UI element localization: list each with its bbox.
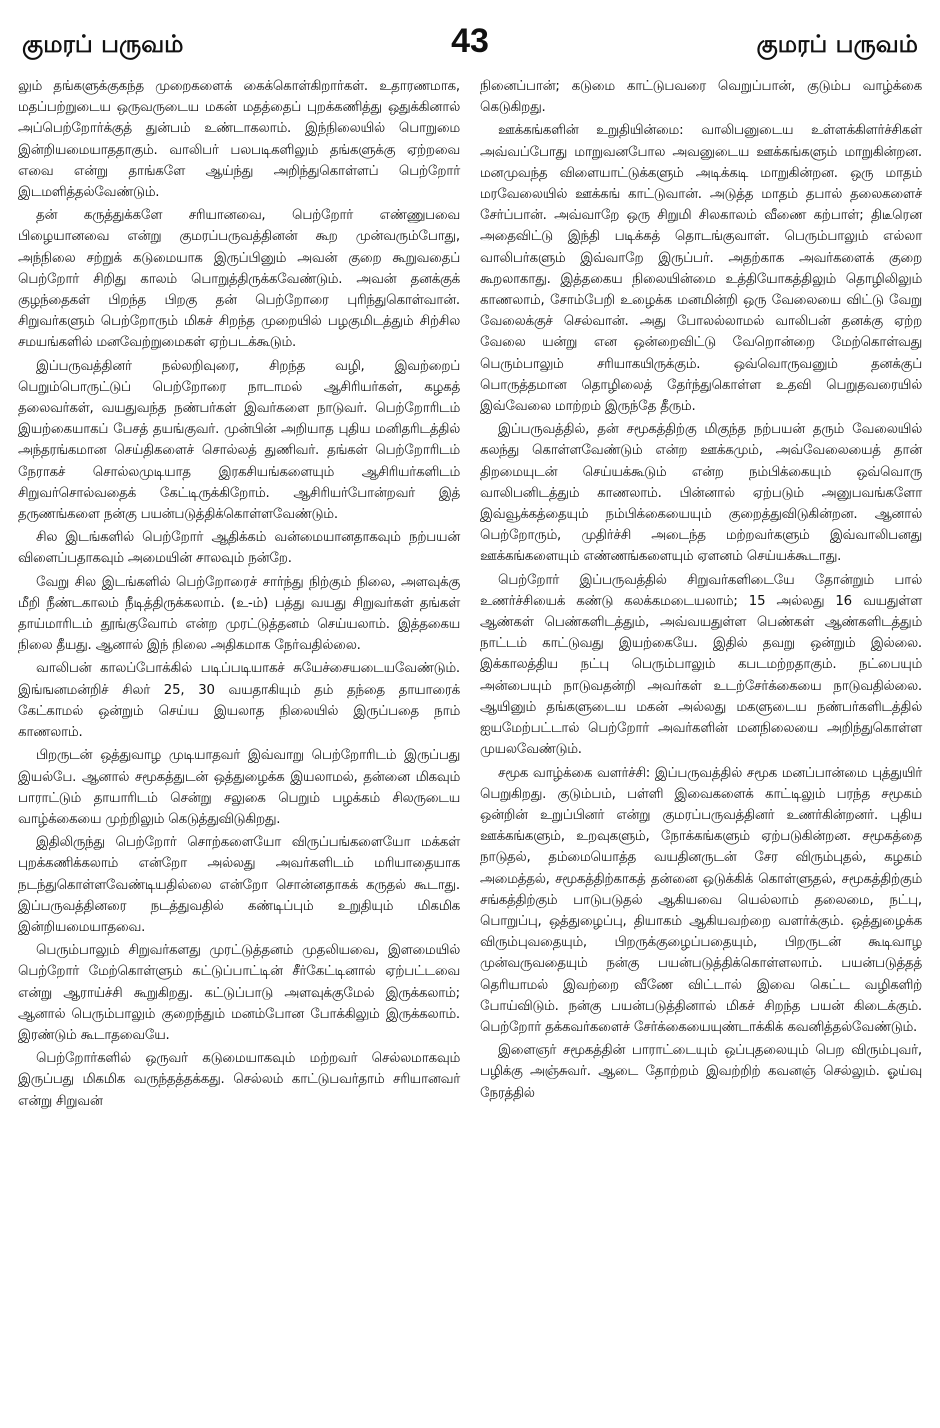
paragraph: பெற்றோர்களில் ஒருவர் கடுமையாகவும் மற்றவர் செல்லமாகவும் இருப்பது மிகமிக வருந்தத்தக்கது. செல்லம் காட்டுபவர்தாம் சரியானவர் என்று சிறுவன் (18, 1051, 460, 1109)
paragraph: பெரும்பாலும் சிறுவர்களது முரட்டுத்தனம் முதலியவை, இளமையில் பெற்றோர் மேற்கொள்ளும் கட்டுப்பாட்டின் சீர்கேட்டினால் ஏற்பட்டவை என்று ஆராய்ச்சி கூறுகிறது. கட்டுப்பாடு அளவுக்குமேல் இருக்கலாம்; ஆனால் பெரும்பாலும் குறைந்தும் மனம்போன போக்கிலும் இருக்கலாம். இரண்டும் கூடாதவையே. (18, 943, 460, 1043)
paragraph: சமூக வாழ்க்கை வளர்ச்சி: இப்பருவத்தில் சமூக மனப்பான்மை புத்துயிர் பெறுகிறது. குடும்பம், பள்ளி இவைகளைக் காட்டிலும் பரந்த சமூகம் ஒன்றின் உறுப்பினர் என்று குமரப்பருவத்தினர் உணர்கின்றனர். புதிய ஊக்கங்களும், உறவுகளும், நோக்கங்களும் ஏற்படுகின்றன. சமூகத்தை நாடுதல், தம்மையொத்த வயதினருடன் சேர விரும்புதல், கழகம் அமைத்தல், சமூகத்திற்காகத் தன்னை ஒடுக்கிக் கொள்ளுதல், சமூகத்திற்கும் சங்கத்திற்கும் பாடுபடுதல் ஆகியவை யெல்லாம் தலைமை, நட்பு, பொறுப்பு, ஒத்துழைப்பு, தியாகம் ஆகியவற்றை வளர்க்கும். ஒத்துழைக்க விரும்புவதையும், பிறருக்குழைப்பதையும், பிறருடன் கூடிவாழ முன்வருவதையும் நன்கு பயன்படுத்திக்கொள்ளலாம். பயன்படுத்தத் தெரியாமல் இவற்றை வீணே விட்டால் இவை கெட்ட வழிகளிற் போய்விடும். நன்கு பயன்படுத்தினால் மிகச் சிறந்த பயன் கிடைக்கும். பெற்றோர் தக்கவர்களைச் சேர்க்கையையுண்டாக்கிக் கவனித்தல்வேண்டும். (480, 765, 922, 1035)
paragraph: வேறு சில இடங்களில் பெற்றோரைச் சார்ந்து நிற்கும் நிலை, அளவுக்கு மீறி நீண்டகாலம் நீடித்திருக்கலாம். (உ-ம்) பத்து வயது சிறுவர்கள் தங்கள் தாய்மாரிடம் தூங்குவோம் என்ற முரட்டுத்தனம் செய்யலாம். இத்தகைய நிலை தீயது. ஆனால் இந் நிலை அதிகமாக நேர்வதில்லை. (18, 574, 460, 654)
paragraph: சில இடங்களில் பெற்றோர் ஆதிக்கம் வன்மையானதாகவும் நற்பயன் விளைப்பதாகவும் அமையின் சாலவும் நன்றே. (18, 530, 460, 567)
paragraph: இப்பருவத்தில், தன் சமூகத்திற்கு மிகுந்த நற்பயன் தரும் வேலையில் கலந்து கொள்ளவேண்டும் என்ற ஊக்கமும், அவ்வேலையைத் தான் திறமையுடன் செய்யக்கூடும் என்ற நம்பிக்கையும் ஒவ்வொரு வாலிபனிடத்தும் காணலாம். பின்னால் ஏற்படும் அனுபவங்களோ இவ்வூக்கத்தையும் நம்பிக்கையையும் குறைத்துவிடுகின்றன. ஆனால் பெற்றோரும், முதிர்ச்சி அடைந்த மற்றவர்களும் இவ்வாலிபனது ஊக்கங்களையும் எண்ணங்களையும் ஏளனம் செய்யக்கூடாது. (480, 422, 922, 565)
text-columns (18, 76, 922, 1114)
paragraph: இப்பருவத்தினர் நல்லறிவுரை, சிறந்த வழி, இவற்றைப் பெறும்பொருட்டுப் பெற்றோரை நாடாமல் ஆசிரியர்கள், கழகத் தலைவர்கள், வயதுவந்த நண்பர்கள் இவர்களை நாடுவர். பெற்றோரிடம் இயற்கையாகப் பேசத் தயங்குவர். முன்பின் அறியாத புதிய மனிதரிடத்தில் அந்தரங்கமான செய்திகளைச் சொல்லத் துணிவர். தங்கள் பெற்றோரிடம் நேராகச் சொல்லமுடியாத இரகசியங்களையும் ஆசிரியர்களிடம் சிறுவர்சொல்வதைக் கேட்டிருக்கிறோம். ஆசிரியர்போன்றவர் இத் தருணங்களை நன்கு பயன்படுத்திக்கொள்ளவேண்டும். (18, 358, 460, 523)
paragraph: தன் கருத்துக்களே சரியானவை, பெற்றோர் எண்ணுபவை பிழையானவை என்று குமரப்பருவத்தினன் கூற முன்வரும்போது, அந்நிலை சற்றுக் கடுமையாக இருப்பினும் அவன் குறை கூறுவதைப் பெற்றோர் சிறிது காலம் பொறுத்திருக்கவேண்டும். அவன் தனக்குக் குழந்தைகள் பிறந்த பிறகு தன் பெற்றோரை புரிந்துகொள்வான். சிறுவர்களும் பெற்றோரும் மிகச் சிறந்த முறையில் பழகுமிடத்தும் சிற்சில சமயங்களில் மனவேற்றுமைகள் ஏற்படக்கூடும். (18, 208, 460, 351)
right-column (480, 76, 922, 1114)
paragraph: லும் தங்களுக்குகந்த முறைகளைக் கைக்கொள்கிறார்கள். உதாரணமாக, மதப்பற்றுடைய ஒருவருடைய மகன் மதத்தைப் புறக்கணித்து ஒதுக்கினால் அப்பெற்றோர்க்குத் துன்பம் உண்டாகலாம். இந்நிலையில் பொறுமை இன்றியமையாததாகும். வாலிபர் பலபடிகளிலும் தங்களுக்கு ஏற்றவை எவை என்று தாங்களே ஆய்ந்து அறிந்துகொள்ளப் பெற்றோர் இடமளித்தல்வேண்டும். (18, 79, 460, 201)
paragraph: ஊக்கங்களின் உறுதியின்மை: வாலிபனுடைய உள்ளக்கிளர்ச்சிகள் அவ்வப்போது மாறுவனபோல அவனுடைய ஊக்கங்களும் மாறுகின்றன. மனமுவந்த விளையாட்டுக்களும் அடிக்கடி மாறுகின்றன. ஒரு மாதம் மரவேலையில் ஊக்கங் காட்டுவான். அடுத்த மாதம் தபால் தலைகளைச் சேர்ப்பான். அவ்வாறே ஒரு சிறுமி சிலகாலம் வீணை கற்பாள்; திடீரென அதைவிட்டு இந்தி படிக்கத் தொடங்குவாள். பெரும்பாலும் எல்லா வாலிபர்களும் இவ்வாறே இருப்பர். அதற்காக அவர்களைக் குறை கூறலாகாது. இத்தகைய நிலையின்மை உத்தியோகத்திலும் தொழிலிலும் காணலாம், சோம்பேறி உழைக்க மனமின்றி ஒரு வேலையை விட்டு வேறு வேலைக்குச் செல்வான். அது போலல்லாமல் வாலிபன் தனக்கு ஏற்ற வேலை யன்று என ஒன்றைவிட்டு வேறொன்றை மேற்கொள்வது பெரும்பாலும் சரியாகயிருக்கும். ஒவ்வொருவனும் தனக்குப் பொருத்தமான தொழிலைத் தேர்ந்துகொள்ள உதவி பெறுதவரையில் இவ்வேலை மாற்றம் இருந்தே தீரும். (480, 123, 922, 415)
paragraph: நினைப்பான்; கடுமை காட்டுபவரை வெறுப்பான், குடும்ப வாழ்க்கை கெடுகிறது. (480, 79, 922, 116)
running-head-right: குமரப் பருவம் (756, 30, 918, 58)
paragraph: இதிலிருந்து பெற்றோர் சொற்களையோ விருப்பங்களையோ மக்கள் புறக்கணிக்கலாம் என்றோ அல்லது அவர்களிடம் மரியாதையாக நடந்துகொள்ளவேண்டியதில்லை என்றோ சொன்னதாகக் கருதல் கூடாது. இப்பருவத்தினரை நடத்துவதில் கண்டிப்பும் உறுதியும் மிகமிக இன்றியமையாதவை. (18, 835, 460, 935)
left-column (18, 76, 460, 1114)
running-head-left: குமரப் பருவம் (22, 30, 184, 58)
page-header (18, 22, 922, 76)
paragraph: பெற்றோர் இப்பருவத்தில் சிறுவர்களிடையே தோன்றும் பால் உணர்ச்சியைக் கண்டு கலக்கமடையலாம்; 15 அல்லது 16 வயதுள்ள ஆண்கள் பெண்களிடத்தும், அவ்வயதுள்ள பெண்கள் ஆண்களிடத்தும் நாட்டம் காட்டுவது இயற்கையே. இதில் தவறு ஒன்றும் இல்லை. இக்காலத்திய நட்பு பெரும்பாலும் கபடமற்றதாகும். நட்பையும் அன்பையும் நாடுவதன்றி அவர்கள் உடற்சேர்க்கையை நாடுவதில்லை. ஆயினும் தங்களுடைய மகன் அல்லது மகளுடைய நண்பர்களிடத்தில் ஐயமேற்பட்டால் பெற்றோர் அவர்களின் மனநிலையை அறிந்துகொள்ள முயலவேண்டும். (480, 572, 922, 758)
paragraph: வாலிபன் காலப்போக்கில் படிப்படியாகச் சுயேச்சையடையவேண்டும். இங்ஙனமன்றிச் சிலர் 25, 30 வயதாகியும் தம் தந்தை தாயாரைக் கேட்காமல் ஒன்றும் செய்ய இயலாத நிலையில் இருப்பதை நாம் காணலாம். (18, 661, 460, 741)
paragraph: பிறருடன் ஒத்துவாழ முடியாதவர் இவ்வாறு பெற்றோரிடம் இருப்பது இயல்பே. ஆனால் சமூகத்துடன் ஒத்துழைக்க இயலாமல், தன்னை மிகவும் பாராட்டும் தாயாரிடம் சென்று சலுகை பெறும் பழக்கம் சிலருடைய வாழ்க்கையை முற்றிலும் கெடுத்துவிடுகிறது. (18, 748, 460, 827)
page-number: 43 (451, 22, 489, 60)
paragraph: இளைஞர் சமூகத்தின் பாராட்டையும் ஒப்புதலையும் பெற விரும்புவர், பழிக்கு அஞ்சுவர். ஆடை தோற்றம் இவற்றிற் கவனஞ் செல்லும். ஓய்வு நேரத்தில் (480, 1043, 922, 1101)
